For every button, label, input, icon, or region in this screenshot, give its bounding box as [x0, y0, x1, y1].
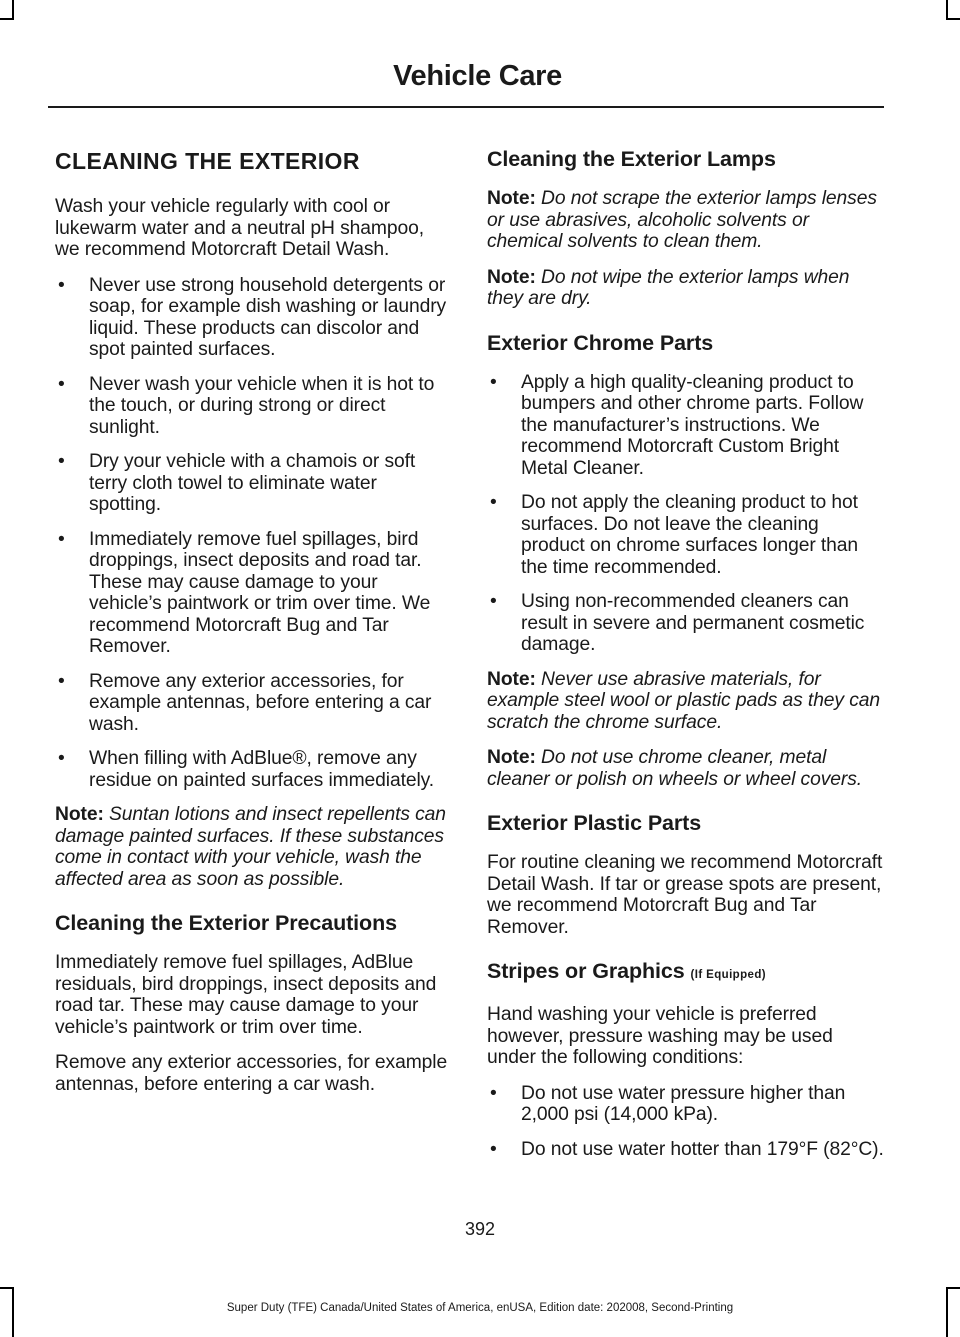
bullet-icon: •: [58, 451, 65, 472]
crop-mark-top-left-h: [0, 18, 14, 20]
list-item: • Remove any exterior accessories, for example antennas, before entering a car wash.: [58, 670, 432, 735]
plastic-paragraph: For routine cleaning we recommend Motorcraft Detail Wash. If tar or grease spots are present, we recommend Motorcraft Bug and Tar Remover.: [487, 852, 883, 938]
bullet-icon: •: [490, 591, 497, 612]
crop-mark-top-right-v: [946, 0, 948, 20]
note-label: Note:: [55, 804, 104, 825]
page-header-title: Vehicle Care: [393, 60, 562, 92]
footer-edition-info: Super Duty (TFE) Canada/United States of America, enUSA, Edition date: 202008, Second-Printing: [226, 1302, 734, 1314]
heading-stripes-graphics: Stripes or Graphics (If Equipped): [487, 959, 766, 983]
header-divider: [48, 106, 884, 108]
list-item: • Using non-recommended cleaners can result in severe and permanent cosmetic damage.: [490, 591, 865, 655]
list-item: • Immediately remove fuel spillages, bird droppings, insect deposits and road tar. These may cause damage to your vehicle’s paintwork or trim over time. We recommend Motorcraft Bug and Tar Remover.: [58, 528, 431, 657]
heading-exterior-lamps: Cleaning the Exterior Lamps: [487, 147, 776, 171]
list-item: • Do not use water pressure higher than 2,000 psi (14,000 kPa).: [490, 1082, 846, 1125]
list-item: • Never use strong household detergents or soap, for example dish washing or laundry liquid. These products can discolor and spot painted surfaces.: [58, 274, 447, 360]
if-equipped-tag: (If Equipped): [690, 969, 766, 981]
crop-mark-top-left-v: [12, 0, 14, 20]
note-label: Note:: [487, 747, 536, 768]
exterior-bullet-list: [55, 275, 450, 792]
note-text: Do not wipe the exterior lamps when they are dry.: [487, 266, 850, 309]
bullet-icon: •: [58, 528, 65, 550]
note-lamps-dry: [487, 267, 884, 310]
heading-chrome-parts: Exterior Chrome Parts: [487, 330, 714, 355]
bullet-icon: •: [490, 492, 497, 513]
note-chrome-wheels: [487, 747, 884, 790]
note-text: Do not scrape the exterior lamps lenses or use abrasives, alcoholic solvents or chemical solvents to clean them.: [487, 188, 877, 252]
note-lamps-scrape: [487, 188, 884, 253]
bullet-icon: •: [490, 371, 497, 393]
intro-paragraph: Wash your vehicle regularly with cool or lukewarm water and a neutral pH shampoo, we recommend Motorcraft Detail Wash.: [55, 196, 424, 260]
left-column: [55, 146, 450, 1109]
list-item: • When filling with AdBlue®, remove any residue on painted surfaces immediately.: [58, 748, 435, 791]
note-chrome-abrasive: [487, 669, 884, 734]
bullet-icon: •: [58, 748, 65, 769]
list-item: • Never wash your vehicle when it is hot to the touch, or during strong or direct sunlight.: [58, 373, 435, 438]
stripes-intro: Hand washing your vehicle is preferred however, pressure washing may be used under the following conditions:: [487, 1004, 833, 1068]
bullet-icon: •: [490, 1138, 497, 1160]
chrome-bullet-list: [487, 372, 884, 656]
precautions-paragraph-1: Immediately remove fuel spillages, AdBlue residuals, bird droppings, insect deposits and road tar. These may cause damage to your vehicle’s paintwork or trim over time.: [55, 952, 437, 1038]
heading-precautions: Cleaning the Exterior Precautions: [55, 911, 397, 935]
note-text: Do not use chrome cleaner, metal cleaner or polish on wheels or wheel covers.: [487, 747, 862, 790]
note-label: Note:: [487, 188, 536, 209]
list-item: • Do not use water hotter than 179°F (82°C).: [490, 1138, 884, 1160]
section-title-cleaning-exterior: CLEANING THE EXTERIOR: [55, 148, 360, 174]
note-label: Note:: [487, 266, 536, 288]
page-number: 392: [464, 1219, 496, 1239]
note-text: Suntan lotions and insect repellents can damage painted surfaces. If these substances come in contact with your vehicle, wash the affected area as soon as possible.: [55, 804, 446, 890]
crop-mark-bottom-left-h: [0, 1287, 14, 1289]
note-label: Note:: [487, 668, 536, 690]
precautions-paragraph-2: Remove any exterior accessories, for example antennas, before entering a car wash.: [55, 1052, 448, 1095]
crop-mark-top-right-h: [946, 18, 960, 20]
heading-plastic-parts: Exterior Plastic Parts: [487, 811, 702, 835]
list-item: • Dry your vehicle with a chamois or soft terry cloth towel to eliminate water spotting.: [58, 451, 416, 515]
bullet-icon: •: [58, 373, 65, 395]
note-suntan: [55, 804, 450, 890]
bullet-icon: •: [58, 670, 65, 692]
note-text: Never use abrasive materials, for example steel wool or plastic pads as they can scratch the chrome surface.: [487, 668, 881, 733]
bullet-icon: •: [58, 274, 65, 296]
bullet-icon: •: [490, 1082, 497, 1104]
list-item: • Do not apply the cleaning product to hot surfaces. Do not leave the cleaning product on chrome surfaces longer than the time recommended.: [490, 492, 859, 578]
stripes-bullet-list: [487, 1083, 884, 1161]
crop-mark-bottom-right-h: [946, 1287, 960, 1289]
right-column: [487, 144, 884, 1173]
list-item: • Apply a high quality-cleaning product to bumpers and other chrome parts. Follow the manufacturer’s instructions. We recommend Motorcraft Custom Bright Metal Cleaner.: [490, 371, 864, 479]
